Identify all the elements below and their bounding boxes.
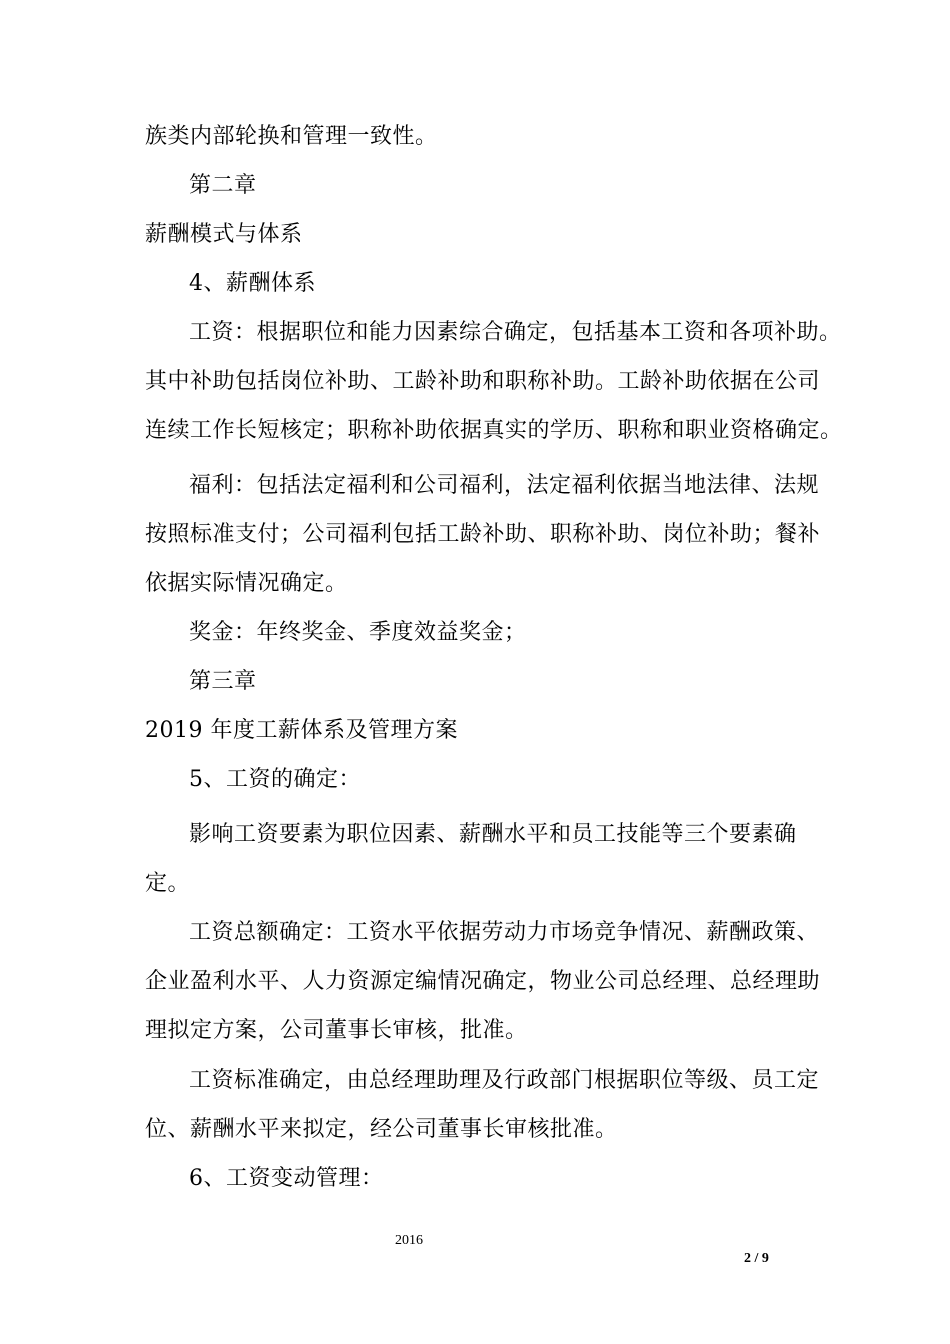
text-line: 族类内部轮换和管理一致性。	[145, 124, 438, 149]
text-line: 按照标准支付；公司福利包括工龄补助、职称补助、岗位补助；餐补	[145, 522, 821, 547]
section-heading: 6、工资变动管理：	[189, 1166, 384, 1191]
page-number: 2 / 9	[744, 1251, 769, 1266]
text-line: 其中补助包括岗位补助、工龄补助和职称补助。工龄补助依据在公司	[145, 369, 821, 394]
text-line: 位、薪酬水平来拟定，经公司董事长审核批准。	[145, 1117, 618, 1142]
text-line: 工资标准确定，由总经理助理及行政部门根据职位等级、员工定	[189, 1068, 820, 1093]
footer-year: 2016	[395, 1233, 423, 1248]
chapter-heading: 第三章	[189, 669, 257, 694]
section-heading: 4、薪酬体系	[189, 271, 316, 296]
text-line: 连续工作长短核定；职称补助依据真实的学历、职称和职业资格确定。	[145, 418, 843, 443]
text-line: 定。	[145, 871, 191, 896]
chapter-title: 薪酬模式与体系	[145, 222, 303, 247]
text-line: 企业盈利水平、人力资源定编情况确定，物业公司总经理、总经理助	[145, 969, 821, 994]
chapter-heading: 第二章	[189, 173, 257, 198]
text-line: 工资总额确定：工资水平依据劳动力市场竞争情况、薪酬政策、	[189, 920, 820, 945]
text-line: 依据实际情况确定。	[145, 571, 348, 596]
text-line: 福利：包括法定福利和公司福利，法定福利依据当地法律、法规	[189, 473, 820, 498]
text-line: 影响工资要素为职位因素、薪酬水平和员工技能等三个要素确	[189, 822, 797, 847]
text-line: 奖金：年终奖金、季度效益奖金；	[189, 620, 527, 645]
text-line: 工资：根据职位和能力因素综合确定，包括基本工资和各项补助。	[189, 320, 842, 345]
chapter-title: 2019 年度工薪体系及管理方案	[145, 718, 458, 743]
text-line: 理拟定方案，公司董事长审核，批准。	[145, 1018, 528, 1043]
section-heading: 5、工资的确定：	[189, 767, 361, 792]
